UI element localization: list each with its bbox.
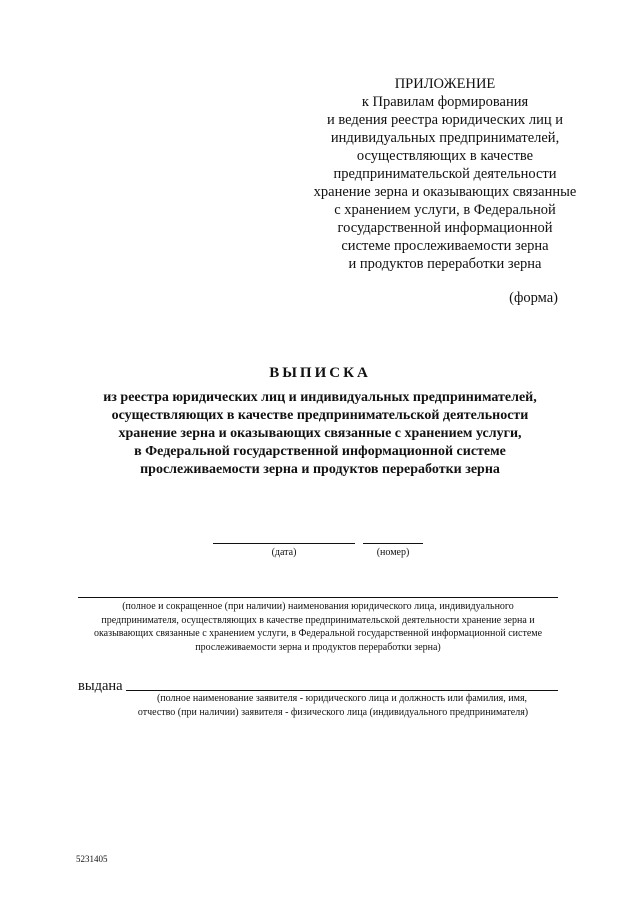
organization-caption-line: прослеживаемости зерна и продуктов переработки зерна)	[195, 641, 441, 653]
issued-caption-line: отчество (при наличии) заявителя - физического лица (индивидуального предпринимателя)	[137, 706, 529, 718]
organization-caption-line: предпринимателя, осуществляющих в качестве предпринимательской деятельности хранение зерна и	[101, 614, 535, 626]
appendix-line: системе прослеживаемости зерна	[341, 238, 549, 254]
number-caption: (номер)	[376, 547, 410, 558]
subtitle-line: хранение зерна и оказывающих связанные с хранением услуги,	[118, 426, 522, 441]
appendix-line: и продуктов переработки зерна	[348, 256, 542, 272]
issued-label: выдана	[78, 678, 123, 694]
organization-field-line[interactable]	[78, 597, 558, 598]
appendix-line: и ведения реестра юридических лиц и	[326, 112, 564, 128]
appendix-line: индивидуальных предпринимателей,	[330, 130, 560, 146]
appendix-line: осуществляющих в качестве	[356, 148, 534, 164]
appendix-header	[280, 75, 610, 273]
date-field-line[interactable]	[213, 543, 355, 544]
document-subtitle	[0, 389, 640, 479]
appendix-line: к Правилам формирования	[361, 94, 529, 110]
document-title: ВЫПИСКА	[269, 365, 371, 381]
appendix-line: государственной информационной	[337, 220, 553, 236]
form-label: (форма)	[509, 290, 558, 306]
subtitle-line: прослеживаемости зерна и продуктов переработки зерна	[140, 462, 500, 477]
appendix-line: с хранением услуги, в Федеральной	[334, 202, 556, 218]
document-number: 5231405	[76, 854, 108, 864]
issued-caption-line: (полное наименование заявителя - юридического лица и должность или фамилия, имя,	[156, 693, 528, 704]
subtitle-line: осуществляющих в качестве предпринимательской деятельности	[111, 408, 529, 423]
appendix-line: хранение зерна и оказывающих связанные	[313, 184, 577, 200]
organization-caption-line: (полное и сокращенное (при наличии) наименования юридического лица, индивидуального	[122, 601, 514, 612]
organization-caption-line: оказывающих связанные с хранением услуги, в Федеральной государственной информационной системе	[93, 628, 543, 639]
subtitle-line: из реестра юридических лиц и индивидуальных предпринимателей,	[103, 390, 537, 405]
date-caption: (дата)	[271, 547, 297, 558]
appendix-line: предпринимательской деятельности	[333, 166, 557, 182]
appendix-line: ПРИЛОЖЕНИЕ	[394, 76, 496, 92]
subtitle-line: в Федеральной государственной информационной системе	[134, 444, 506, 459]
number-field-line[interactable]	[363, 543, 423, 544]
issued-field-line[interactable]	[126, 690, 558, 691]
